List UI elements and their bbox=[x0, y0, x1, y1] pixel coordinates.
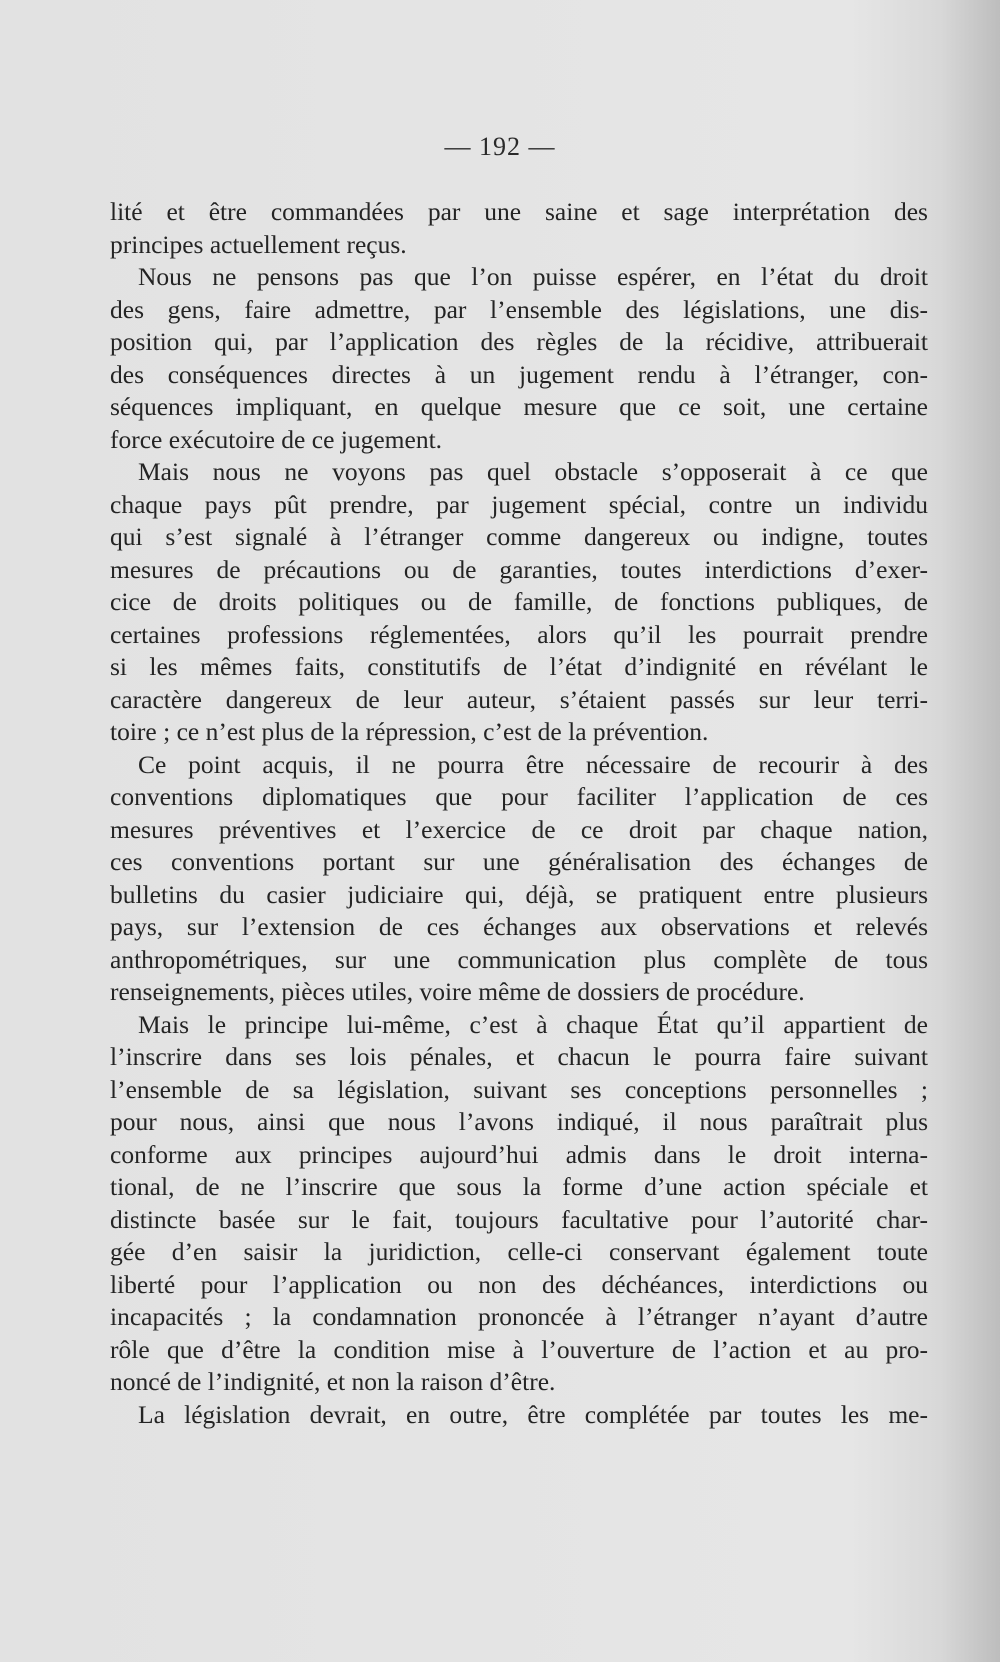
text-line: Mais le principe lui-même, c’est à chaque État qu’il appartient de bbox=[138, 1009, 928, 1039]
text-line: conventions diplomatiques que pour faciliter l’application de ces bbox=[110, 782, 928, 811]
text-line: force exécutoire de ce jugement. bbox=[110, 424, 443, 454]
text-line: l’ensemble de sa législation, suivant ses conceptions personnelles ; bbox=[110, 1074, 928, 1104]
text-line: liberté pour l’application ou non des déchéances, interdictions ou bbox=[110, 1269, 928, 1299]
text-line: cice de droits politiques ou de famille, de fonctions publiques, de bbox=[110, 587, 928, 616]
text-line: position qui, par l’application des règles de la récidive, attribuerait bbox=[110, 327, 928, 356]
text-line: certaines professions réglementées, alors qu’il les pourrait prendre bbox=[110, 619, 928, 649]
text-line: anthropométriques, sur une communication plus complète de tous bbox=[110, 944, 928, 974]
text-line: Mais nous ne voyons pas quel obstacle s’opposerait à ce que bbox=[138, 457, 928, 486]
text-line: distincte basée sur le fait, toujours facultative pour l’autorité char- bbox=[110, 1204, 928, 1234]
body-text bbox=[110, 196, 928, 1431]
text-line: bulletins du casier judiciaire qui, déjà, se pratiquent entre plusieurs bbox=[110, 879, 928, 909]
text-line: l’inscrire dans ses lois pénales, et chacun le pourra faire suivant bbox=[110, 1042, 928, 1071]
text-line: mesures préventives et l’exercice de ce droit par chaque nation, bbox=[110, 814, 928, 844]
text-line: gée d’en saisir la juridiction, celle-ci conservant également toute bbox=[110, 1237, 928, 1266]
text-line: si les mêmes faits, constitutifs de l’état d’indignité en révélant le bbox=[110, 652, 928, 681]
text-line: incapacités ; la condamnation prononcée à l’étranger n’ayant d’autre bbox=[110, 1302, 928, 1331]
text-line: qui s’est signalé à l’étranger comme dangereux ou indigne, toutes bbox=[110, 522, 928, 551]
text-line: tional, de ne l’inscrire que sous la forme d’une action spéciale et bbox=[110, 1172, 928, 1201]
text-line: pays, sur l’extension de ces échanges aux observations et relevés bbox=[110, 912, 928, 941]
text-line: toire ; ce n’est plus de la répression, c’est de la prévention. bbox=[110, 717, 709, 746]
page-number: — 192 — bbox=[444, 132, 556, 161]
text-line: des conséquences directes à un jugement rendu à l’étranger, con- bbox=[110, 359, 928, 389]
text-line: Nous ne pensons pas que l’on puisse espérer, en l’état du droit bbox=[138, 262, 928, 291]
text-line: principes actuellement reçus. bbox=[110, 229, 407, 259]
text-line: séquences impliquant, en quelque mesure que ce soit, une certaine bbox=[110, 392, 928, 421]
text-line: mesures de précautions ou de garanties, toutes interdictions d’exer- bbox=[110, 554, 928, 584]
text-line: renseignements, pièces utiles, voire même de dossiers de procédure. bbox=[110, 977, 805, 1006]
text-line: des gens, faire admettre, par l’ensemble des législations, une dis- bbox=[110, 294, 928, 324]
text-line: pour nous, ainsi que nous l’avons indiqué, il nous paraîtrait plus bbox=[110, 1107, 928, 1136]
text-line: conforme aux principes aujourd’hui admis dans le droit interna- bbox=[110, 1139, 928, 1169]
text-line: lité et être commandées par une saine et sage interprétation des bbox=[110, 197, 928, 226]
text-line: caractère dangereux de leur auteur, s’étaient passés sur leur terri- bbox=[110, 684, 928, 714]
text-line: ces conventions portant sur une généralisation des échanges de bbox=[110, 847, 928, 876]
text-line: rôle que d’être la condition mise à l’ouverture de l’action et au pro- bbox=[110, 1334, 928, 1364]
text-line: chaque pays pût prendre, par jugement spécial, contre un individu bbox=[110, 489, 928, 519]
text-line: noncé de l’indignité, et non la raison d’être. bbox=[110, 1367, 556, 1396]
text-line: Ce point acquis, il ne pourra être nécessaire de recourir à des bbox=[138, 749, 928, 779]
text-line: La législation devrait, en outre, être complétée par toutes les me- bbox=[138, 1399, 928, 1429]
